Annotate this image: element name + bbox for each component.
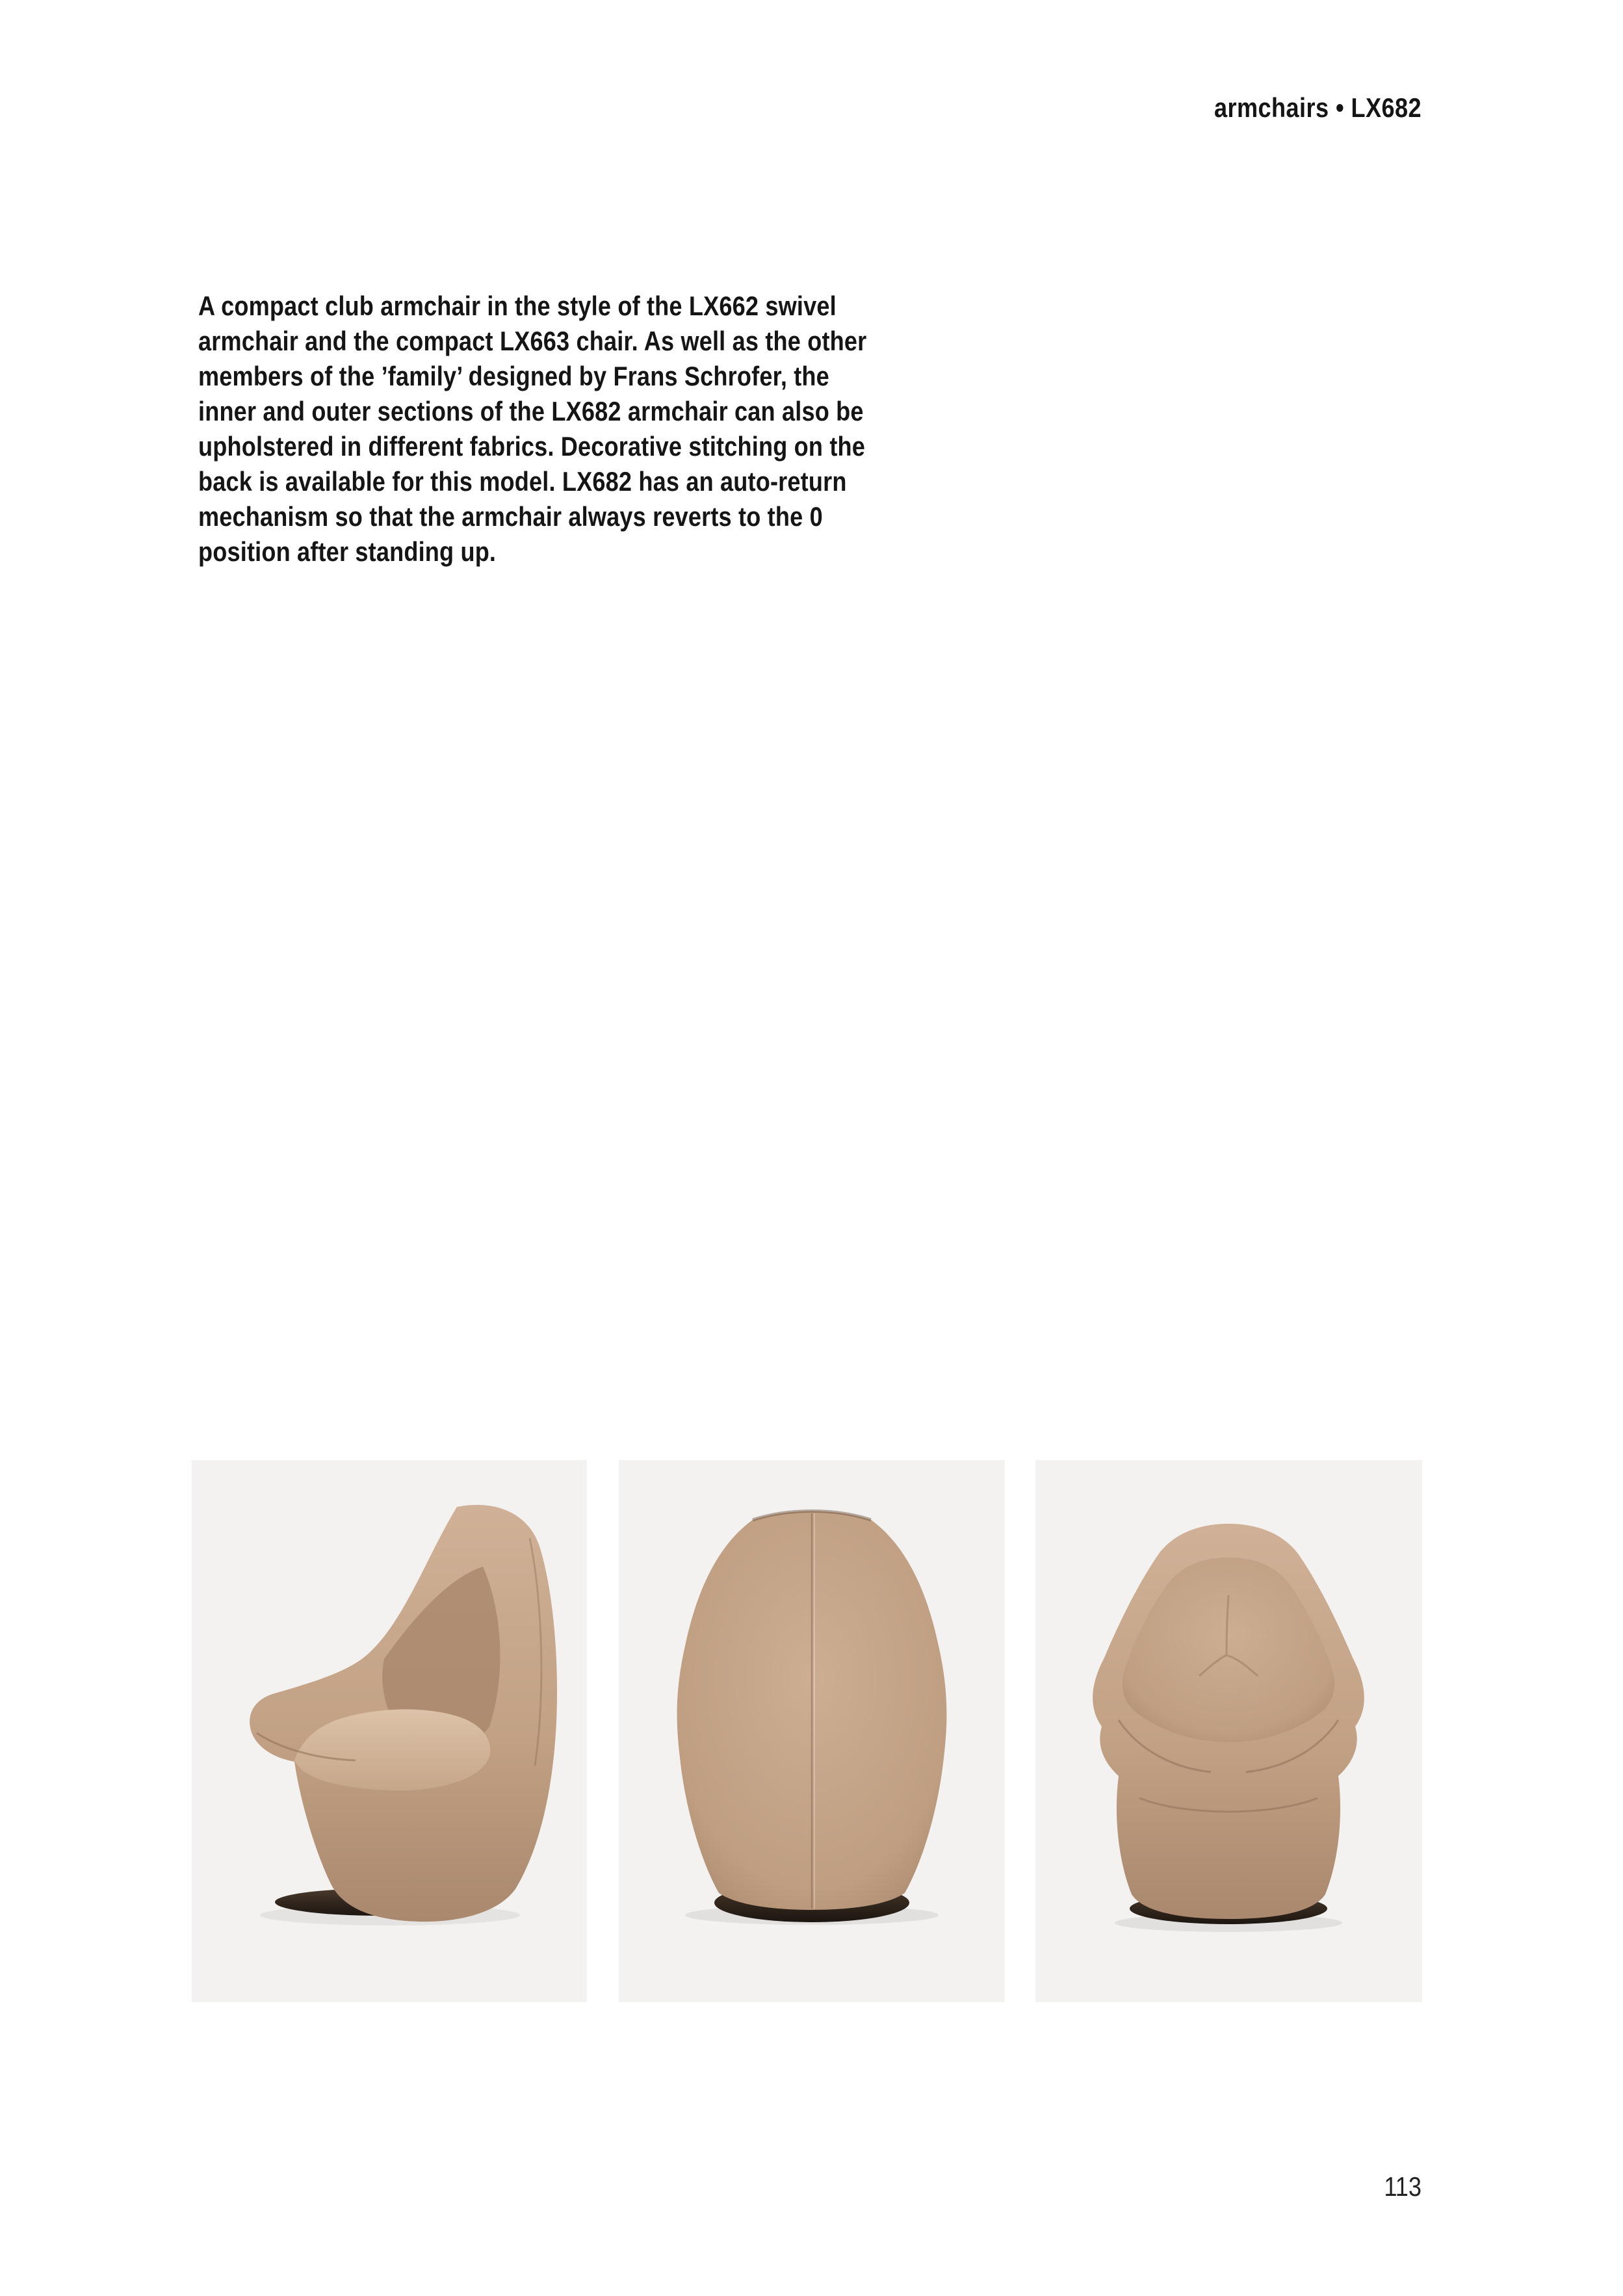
description-line: back is available for this model. LX682 has an auto-return (198, 466, 847, 497)
page-number: 113 (1384, 2171, 1422, 2202)
description-line: armchair and the compact LX663 chair. As well as the other (198, 326, 867, 356)
armchair-front-drawing (1035, 1460, 1422, 2002)
description-line: A compact club armchair in the style of the LX662 swivel (198, 291, 837, 321)
description-line: upholstered in different fabrics. Decorative stitching on the (198, 431, 866, 462)
armchair-back-drawing (619, 1460, 1005, 2002)
product-description (198, 289, 866, 569)
description-line: inner and outer sections of the LX682 armchair can also be (198, 396, 864, 426)
running-header: armchairs • LX682 (1214, 92, 1422, 123)
description-line: position after standing up. (198, 536, 497, 567)
armchair-front-image (1035, 1460, 1422, 2002)
armchair-back-image (619, 1460, 1005, 2002)
armchair-threequarter-image (192, 1460, 587, 2002)
armchair-threequarter-drawing (192, 1460, 587, 2002)
description-line: mechanism so that the armchair always reverts to the 0 (198, 501, 823, 532)
description-line: members of the ’family’ designed by Frans Schrofer, the (198, 361, 829, 391)
